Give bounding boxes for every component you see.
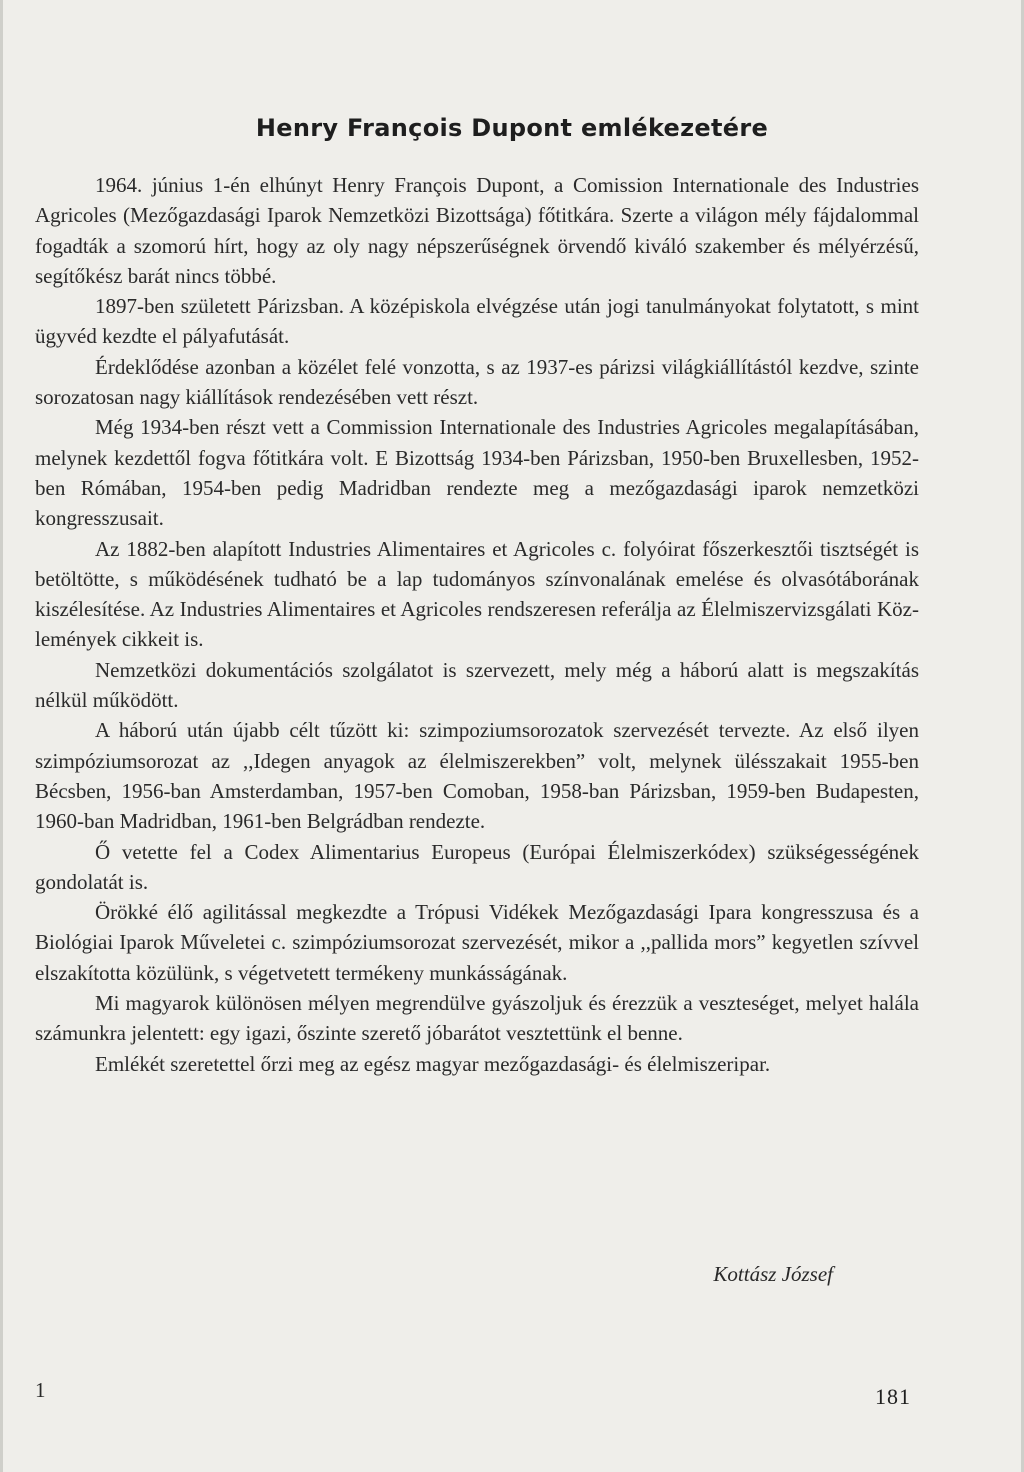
paragraph: Az 1882-ben alapított Industries Alimentaires et Agricoles c. folyóirat főszerkesztői tisztségét is betöltötte, s működésének tudható be a lap tudományos színvonalának emelése és olvasótáborának kiszélesítése. Az Industries Alimentaires et Agricoles rendszeresen referálja az Élelmiszervizsgálati Közlemények cikkeit is. xyxy=(35,536,919,652)
paragraph: Még 1934-ben részt vett a Commission Internationale des Industries Agricoles megalapításában, melynek kezdettől fogva főtitkára volt. E Bizottság 1934-ben Párizsban, 1950-ben Bruxellesben, 1952-ben Rómában, 1954-ben pedig Madridban rendezte meg a mezőgazdasági iparok nemzetközi kongresszusait. xyxy=(35,415,919,531)
paragraph: 1964. június 1-én elhúnyt Henry François Dupont, a Comission Internationale des Industries Agricoles (Mezőgazdasági Iparok Nemzetközi Bizottsága) főtitkára. Szerte a világon mély fájdalommal fogadták a szomorú hírt, hogy az oly nagy népszerűségnek örvendő kiváló szakember és mélyérzésű, segítőkész barát nincs többé. xyxy=(35,173,919,288)
paragraph: A háború után újabb célt tűzött ki: szimpoziumsorozatok szervezését tervezte. Az első ilyen szimpóziumsorozat az ,,Idegen anyagok az élelmiszerekben” volt, melynek ülésszakait 1955-ben Bécsben, 1956-ban Amsterdamban, 1957-ben Comoban, 1958-ban Párizsban, 1959-ben Budapesten, 1960-ban Madridban, 1961-ben Belgrádban rendezte. xyxy=(35,718,919,834)
paragraph: Nemzetközi dokumentációs szolgálatot is szervezett, mely még a háború alatt is megszakítás nélkül működött. xyxy=(35,657,919,713)
article-body xyxy=(35,170,919,1079)
paragraph: Emlékét szeretettel őrzi meg az egész magyar mezőgazdasági- és élelmiszeripar. xyxy=(95,1051,771,1076)
paragraph: Ő vetette fel a Codex Alimentarius Europeus (Európai Élelmiszerkódex) szükségességének gondolatát is. xyxy=(35,839,919,894)
article-title: Henry François Dupont emlékezetére xyxy=(255,114,769,142)
paragraph: 1897-ben született Párizsban. A középiskola elvégzése után jogi tanulmányokat folytatott, s mint ügyvéd kezdte el pályafutását. xyxy=(35,294,919,349)
paragraph: Örökké élő agilitással megkezdte a Trópusi Vidékek Mezőgazdasági Ipara kongresszusa és a Biológiai Iparok Műveletei c. szimpóziumsorozat szervezését, mikor a ,,pallida mors” kegyetlen szívvel elszakította közülünk, s végetvetett termékeny munkásságának. xyxy=(35,900,919,985)
paragraph: Mi magyarok különösen mélyen megrendülve gyászoljuk és érezzük a veszteséget, melyet halála számunkra jelentett: egy igazi, őszinte szerető jóbarátot vesztettünk el benne. xyxy=(35,991,919,1046)
paragraph: Érdeklődése azonban a közélet felé vonzotta, s az 1937-es párizsi világkiállítástól kezdve, szinte sorozatosan nagy kiállítások rendezésében vett részt. xyxy=(35,354,919,410)
page-number: 181 xyxy=(875,1384,911,1409)
author-signature: Kottász József xyxy=(713,1262,833,1286)
footer-mark: 1 xyxy=(35,1378,46,1402)
